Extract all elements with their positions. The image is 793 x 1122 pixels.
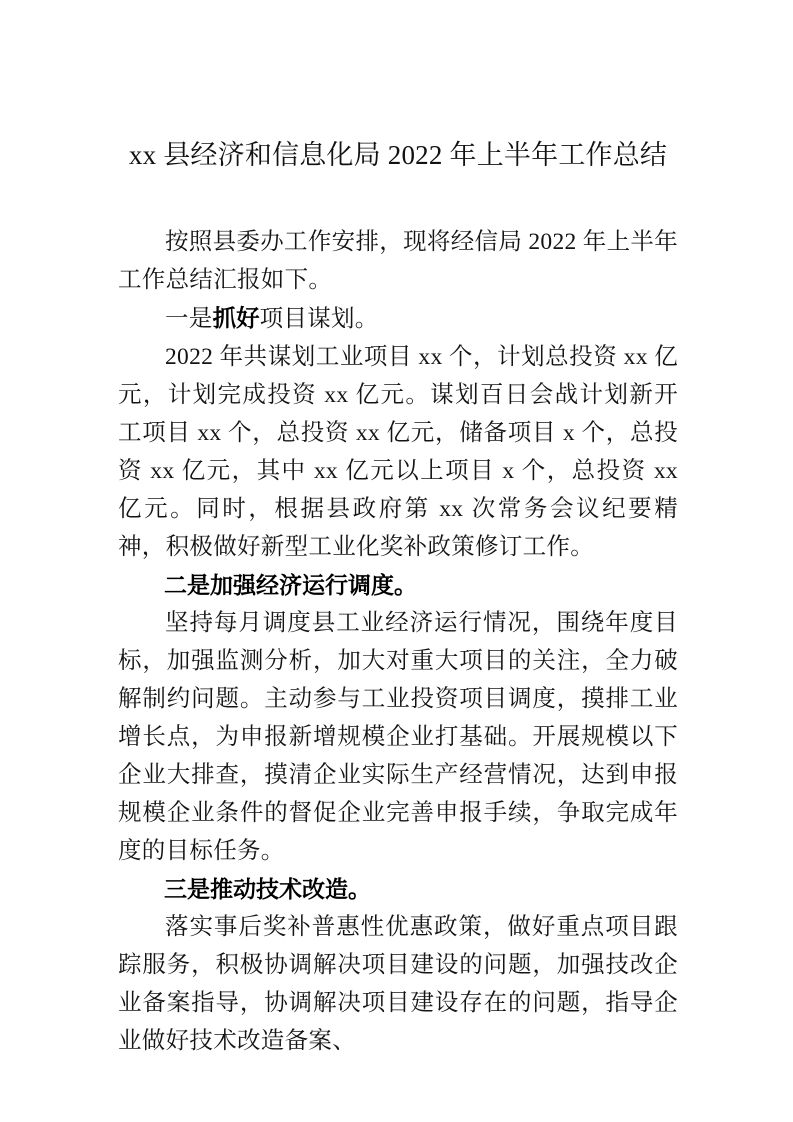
paragraph-item-two-heading: 二是加强经济运行调度。 bbox=[164, 572, 417, 598]
paragraph-intro: 按照县委办工作安排，现将经信局 2022 年上半年工作总结汇报如下。 bbox=[118, 229, 678, 293]
item-one-tail: 项目谋划。 bbox=[259, 306, 379, 332]
paragraph-item-one-body: 2022 年共谋划工业项目 xx 个，计划总投资 xx 亿元，计划完成投资 xx 亿元。谋划百日会战计划新开工项目 xx 个，总投资 xx 亿元，储备项目 x 个，总投资 xx 亿元，其中 xx 亿元以上项目 x 个，总投资 xx 亿元。同时，根据县政府第 xx 次常务会议纪要精神，积极做好新型工业化奖补政策修订工作。 bbox=[118, 344, 678, 560]
document-body bbox=[118, 223, 678, 1060]
page-title: xx 县经济和信息化局 2022 年上半年工作总结 bbox=[128, 140, 668, 170]
item-one-lead: 一是 bbox=[165, 306, 213, 332]
paragraph-item-one-heading bbox=[118, 299, 678, 338]
paragraph-item-three-body: 落实事后奖补普惠性优惠政策，做好重点项目跟踪服务，积极协调解决项目建设的问题，加强技改企业备案指导，协调解决项目建设存在的问题，指导企业做好技术改造备案、 bbox=[118, 914, 678, 1054]
paragraph-item-three-heading: 三是推动技术改造。 bbox=[164, 876, 371, 902]
paragraph-item-two-body: 坚持每月调度县工业经济运行情况，围绕年度目标，加强监测分析，加大对重大项目的关注，全力破解制约问题。主动参与工业投资项目调度，摸排工业增长点，为申报新增规模企业打基础。开展规模以下企业大排查，摸清企业实际生产经营情况，达到申报规模企业条件的督促企业完善申报手续，争取完成年度的目标任务。 bbox=[118, 610, 678, 864]
item-one-emphasis: 抓好 bbox=[212, 305, 260, 331]
